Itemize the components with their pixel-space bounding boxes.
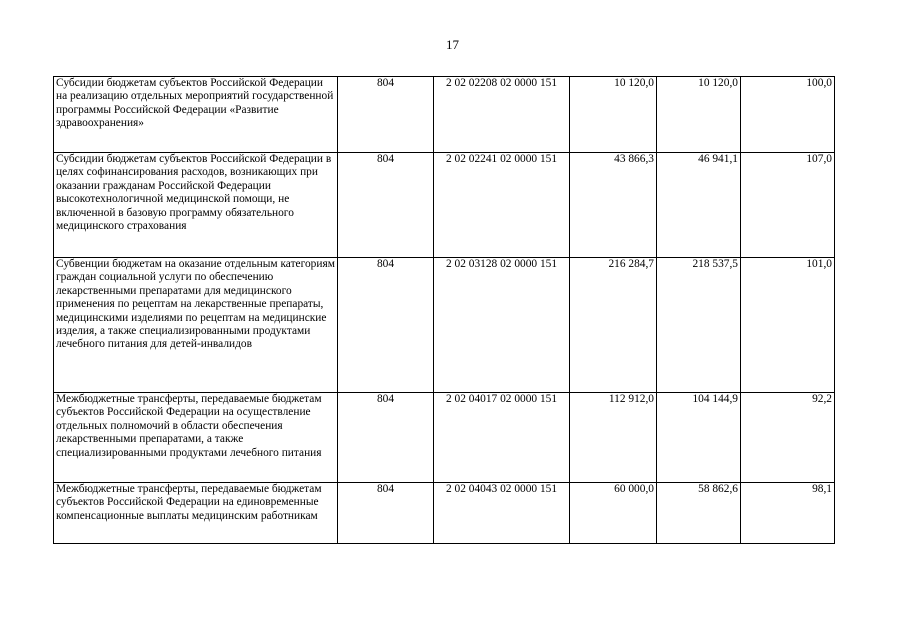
row-description: Межбюджетные трансферты, передаваемые бюджетам субъектов Российской Федерации на осуществление отдельных полномочий в области обеспечения лекарственными препаратами, а также специализированными продуктами лечебного питания — [54, 393, 338, 483]
budget-table — [53, 76, 835, 544]
row-percent: 107,0 — [741, 153, 835, 258]
row-percent: 92,2 — [741, 393, 835, 483]
row-description: Субсидии бюджетам субъектов Российской Федерации в целях софинансирования расходов, возникающих при оказании гражданам Российской Федерации высокотехнологичной медицинской помощи, не включенной в базовую программу обязательного медицинского страхования — [54, 153, 338, 258]
table-row — [54, 258, 835, 393]
row-planned: 43 866,3 — [570, 153, 657, 258]
row-planned: 112 912,0 — [570, 393, 657, 483]
row-description: Субвенции бюджетам на оказание отдельным категориям граждан социальной услуги по обеспечению лекарственными препаратами для медицинского применения по рецептам на лекарственные препараты, медицинскими изделиями по рецептам на медицинские изделия, а также специализированными продуктами лечебного питания для детей-инвалидов — [54, 258, 338, 393]
row-planned: 60 000,0 — [570, 483, 657, 544]
row-executed: 104 144,9 — [657, 393, 741, 483]
table-row — [54, 393, 835, 483]
row-budget-code: 2 02 04043 02 0000 151 — [434, 483, 570, 544]
row-description: Межбюджетные трансферты, передаваемые бюджетам субъектов Российской Федерации на единовременные компенсационные выплаты медицинским работникам — [54, 483, 338, 544]
row-budget-code: 2 02 02208 02 0000 151 — [434, 77, 570, 153]
row-budget-code: 2 02 04017 02 0000 151 — [434, 393, 570, 483]
table-row — [54, 77, 835, 153]
row-budget-code: 2 02 02241 02 0000 151 — [434, 153, 570, 258]
page-number: 17 — [446, 37, 459, 52]
row-admin-code: 804 — [338, 258, 434, 393]
row-admin-code: 804 — [338, 483, 434, 544]
row-percent: 101,0 — [741, 258, 835, 393]
row-planned: 10 120,0 — [570, 77, 657, 153]
row-admin-code: 804 — [338, 77, 434, 153]
table-row — [54, 483, 835, 544]
table-row — [54, 153, 835, 258]
row-executed: 218 537,5 — [657, 258, 741, 393]
row-description: Субсидии бюджетам субъектов Российской Федерации на реализацию отдельных мероприятий государственной программы Российской Федерации «Развитие здравоохранения» — [54, 77, 338, 153]
row-executed: 58 862,6 — [657, 483, 741, 544]
row-budget-code: 2 02 03128 02 0000 151 — [434, 258, 570, 393]
row-executed: 10 120,0 — [657, 77, 741, 153]
row-percent: 98,1 — [741, 483, 835, 544]
row-percent: 100,0 — [741, 77, 835, 153]
row-planned: 216 284,7 — [570, 258, 657, 393]
row-admin-code: 804 — [338, 153, 434, 258]
row-executed: 46 941,1 — [657, 153, 741, 258]
row-admin-code: 804 — [338, 393, 434, 483]
